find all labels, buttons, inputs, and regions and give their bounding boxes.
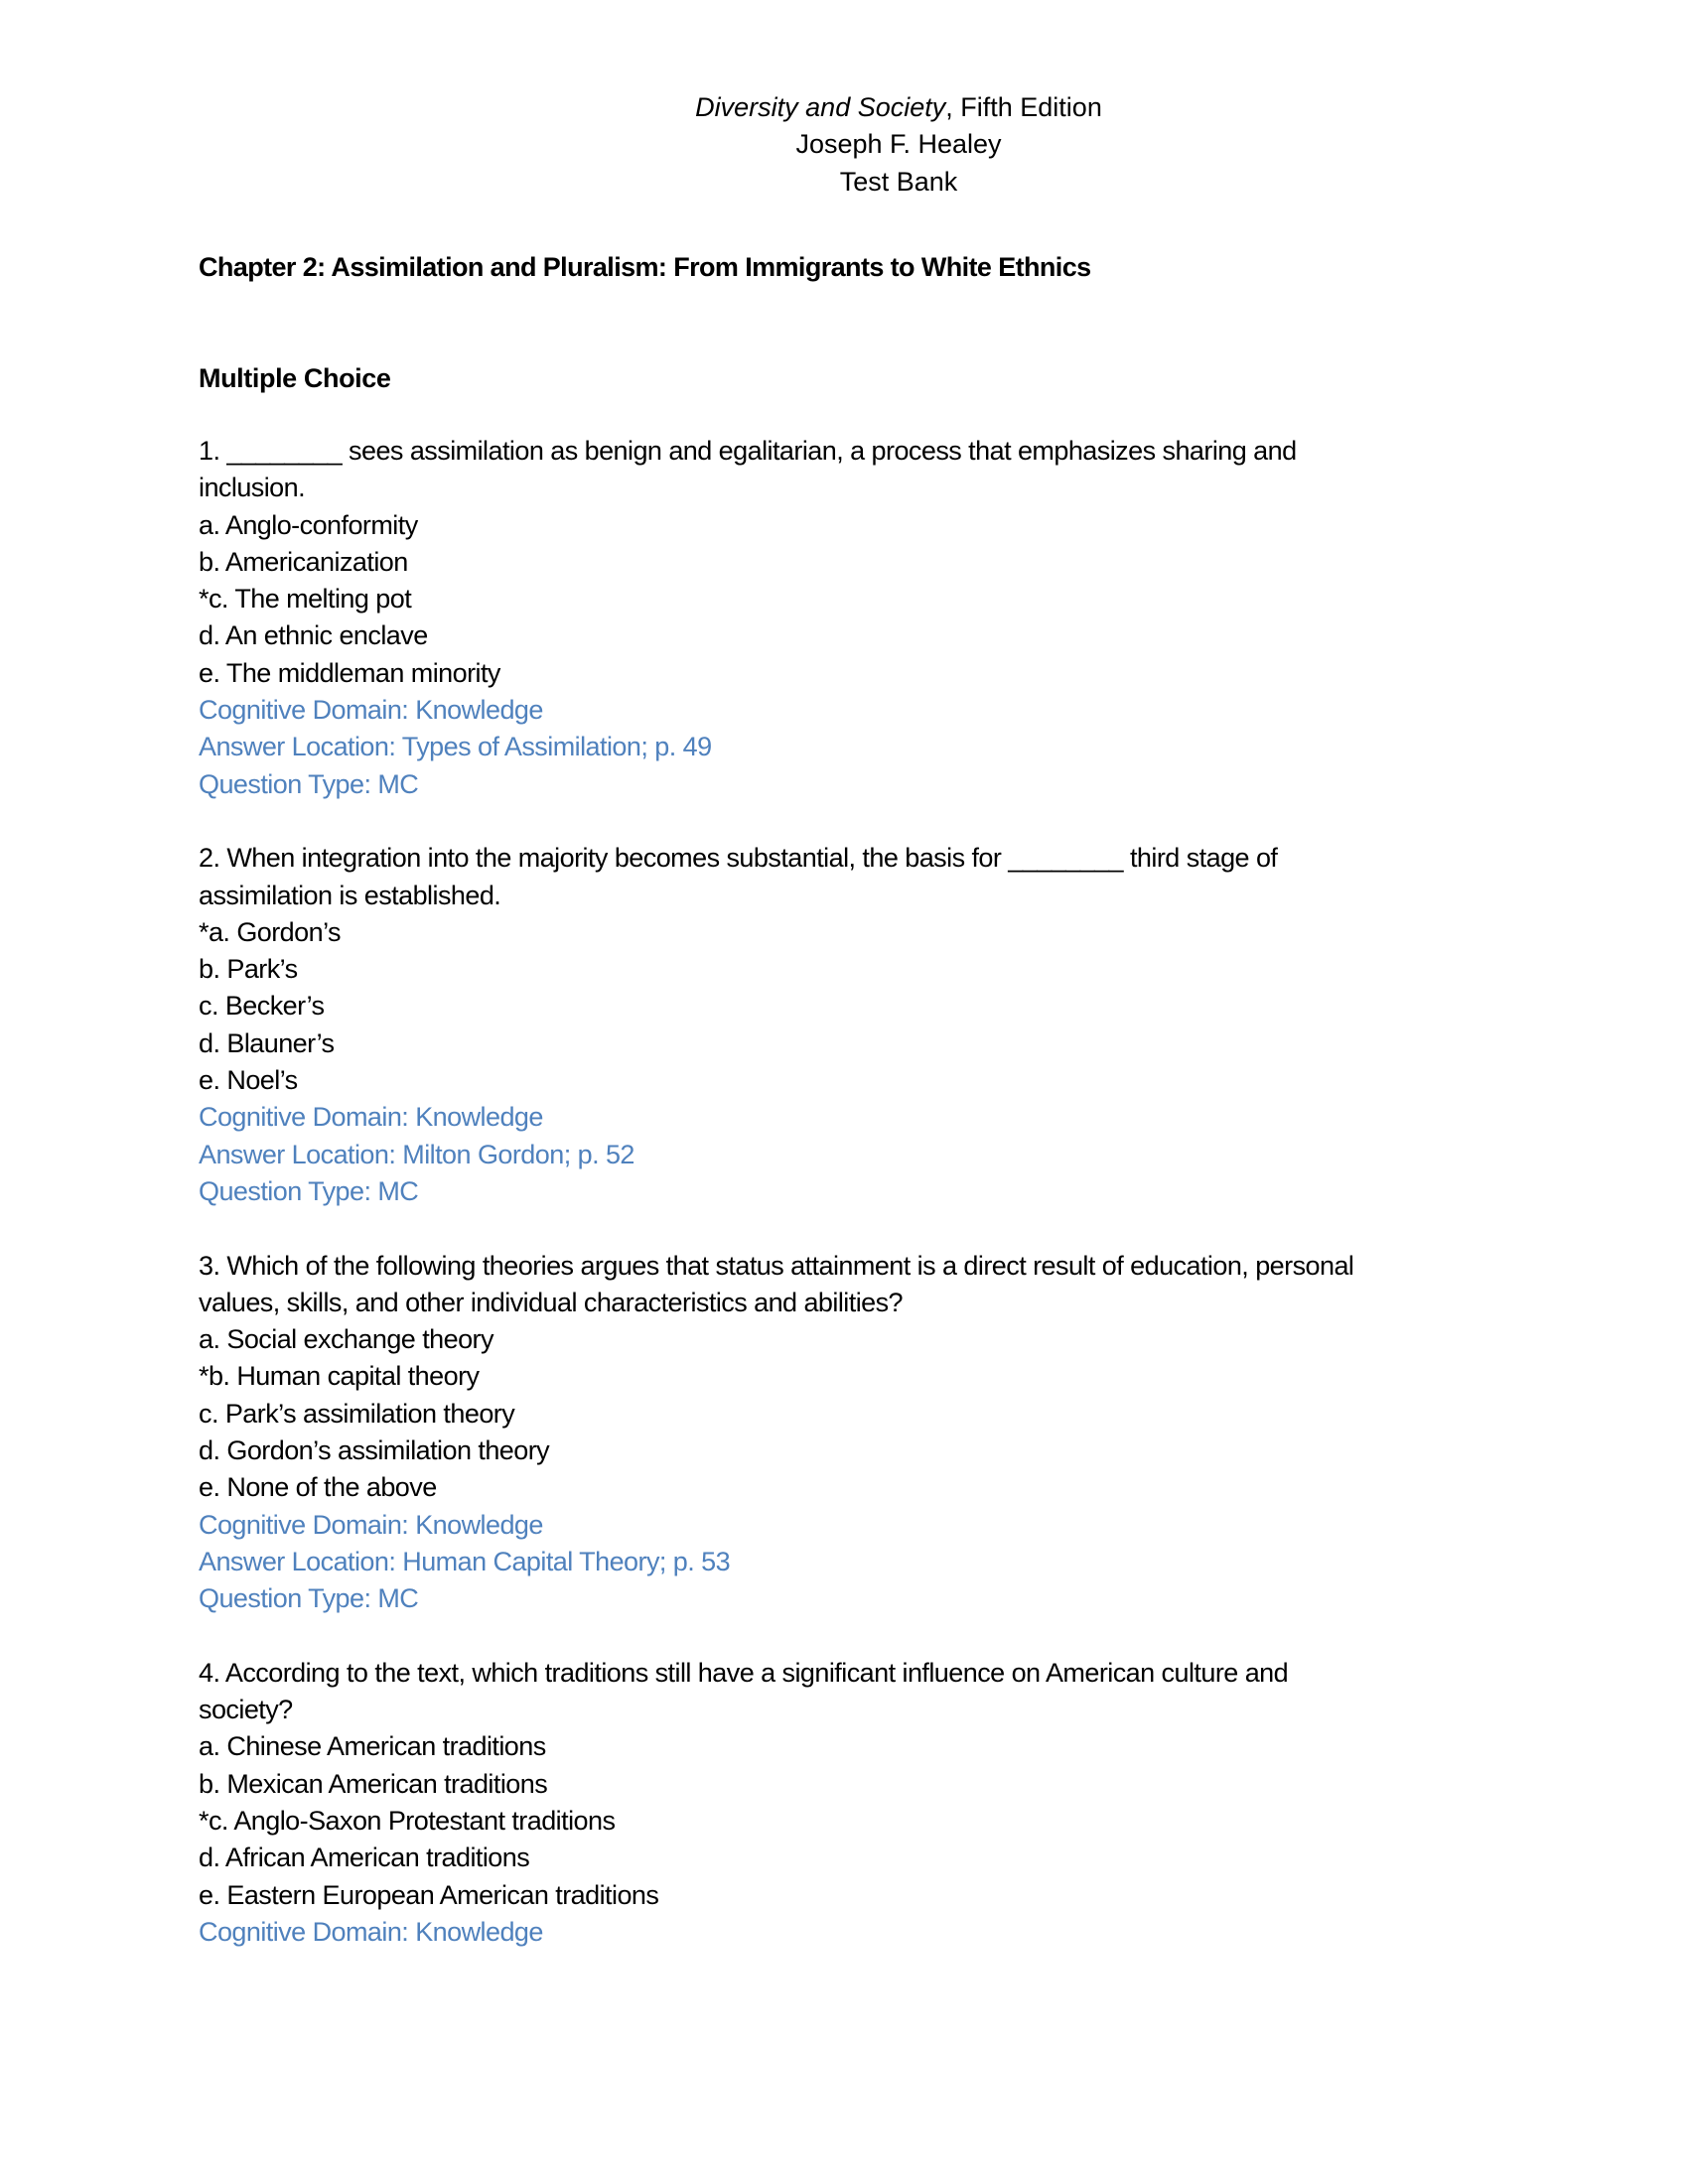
answer-option-correct: *c. Anglo-Saxon Protestant traditions: [199, 1805, 616, 1836]
answer-option: a. Social exchange theory: [199, 1324, 493, 1355]
book-title-line: [55, 89, 1688, 126]
question-stem-line: society?: [199, 1695, 293, 1725]
question-type: Question Type: MC: [199, 1583, 419, 1614]
question-list: [199, 433, 1509, 1987]
section-heading: Multiple Choice: [199, 363, 391, 393]
question-3: [199, 1248, 1509, 1618]
answer-option: d. Gordon’s assimilation theory: [199, 1435, 550, 1466]
answer-location: Answer Location: Human Capital Theory; p. 53: [199, 1546, 731, 1576]
question-1: [199, 433, 1509, 803]
answer-option: e. Eastern European American traditions: [199, 1879, 659, 1910]
answer-option: c. Park’s assimilation theory: [199, 1398, 515, 1429]
question-2: [199, 840, 1509, 1210]
cognitive-domain: Cognitive Domain: Knowledge: [199, 1102, 543, 1133]
answer-option: b. Americanization: [199, 546, 408, 577]
answer-location: Answer Location: Milton Gordon; p. 52: [199, 1139, 634, 1169]
question-stem-line: values, skills, and other individual characteristics and abilities?: [199, 1287, 904, 1317]
answer-option: e. The middleman minority: [199, 657, 500, 688]
doc-type: Test Bank: [839, 166, 958, 197]
cognitive-domain: Cognitive Domain: Knowledge: [199, 1509, 543, 1540]
document-header: [0, 89, 1688, 201]
chapter-heading: Chapter 2: Assimilation and Pluralism: From Immigrants to White Ethnics: [199, 252, 1091, 282]
question-type: Question Type: MC: [199, 768, 419, 799]
question-stem-line: 4. According to the text, which traditions still have a significant influence on American culture and: [199, 1657, 1289, 1688]
answer-option: d. Blauner’s: [199, 1027, 335, 1058]
question-stem-line: 3. Which of the following theories argues that status attainment is a direct result of education, personal: [199, 1250, 1354, 1281]
answer-option: e. None of the above: [199, 1472, 437, 1503]
cognitive-domain: Cognitive Domain: Knowledge: [199, 695, 543, 726]
question-stem-line: assimilation is established.: [199, 880, 501, 910]
answer-option: c. Becker’s: [199, 991, 325, 1022]
answer-option-correct: *a. Gordon’s: [199, 916, 341, 947]
answer-location: Answer Location: Types of Assimilation; p. 49: [199, 732, 712, 762]
answer-option-correct: *b. Human capital theory: [199, 1361, 480, 1392]
answer-option: e. Noel’s: [199, 1065, 298, 1096]
answer-option: b. Mexican American traditions: [199, 1768, 548, 1799]
edition: , Fifth Edition: [945, 92, 1102, 122]
book-title: Diversity and Society: [695, 92, 946, 122]
cognitive-domain: Cognitive Domain: Knowledge: [199, 1916, 543, 1947]
answer-option: d. An ethnic enclave: [199, 620, 428, 651]
answer-option: a. Anglo-conformity: [199, 509, 418, 540]
question-type: Question Type: MC: [199, 1175, 419, 1206]
author: Joseph F. Healey: [795, 129, 1002, 160]
question-stem-line: inclusion.: [199, 473, 306, 503]
question-stem-line: 2. When integration into the majority becomes substantial, the basis for ________ third stage of: [199, 843, 1278, 874]
answer-option: d. African American traditions: [199, 1843, 530, 1873]
answer-option: b. Park’s: [199, 954, 298, 985]
question-4: [199, 1655, 1509, 1951]
answer-option: a. Chinese American traditions: [199, 1731, 546, 1762]
answer-option-correct: *c. The melting pot: [199, 584, 412, 614]
question-stem-line: 1. ________ sees assimilation as benign and egalitarian, a process that emphasizes sharing and: [199, 436, 1297, 466]
